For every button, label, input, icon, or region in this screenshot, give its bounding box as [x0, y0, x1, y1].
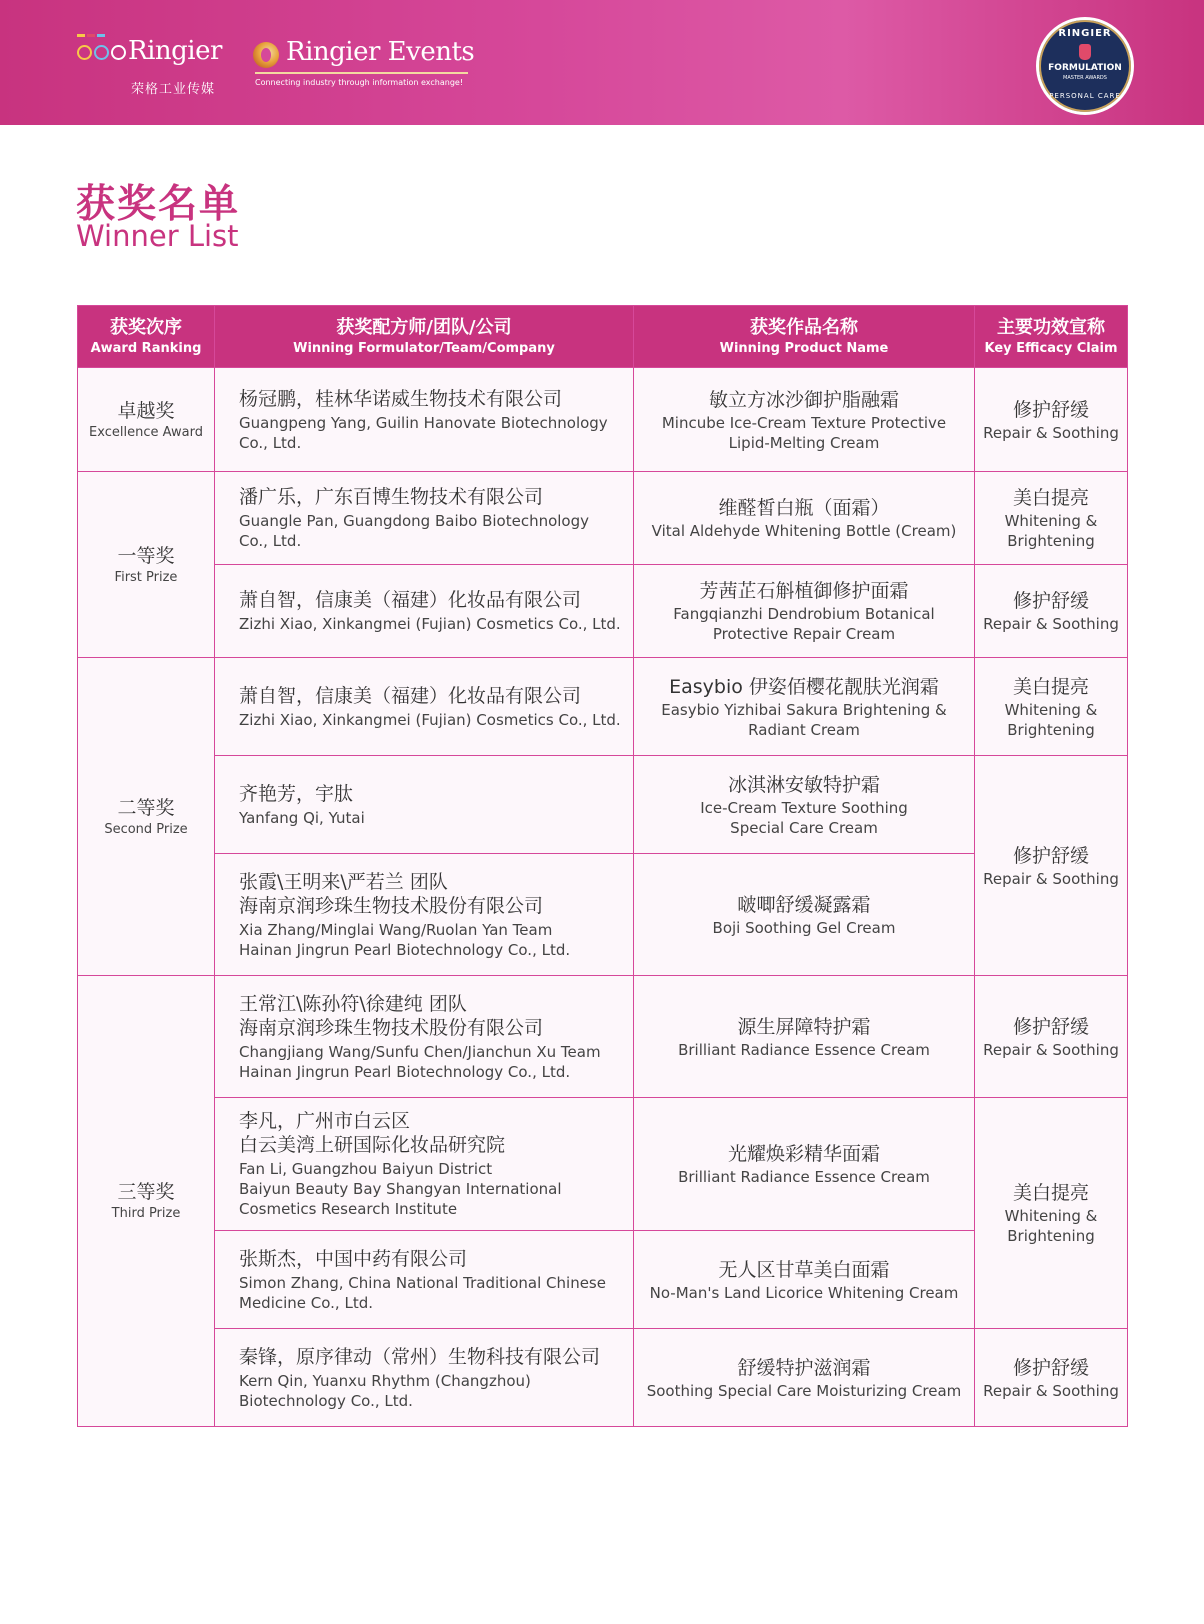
table-row [78, 1098, 1128, 1231]
winner-cell: 张斯杰，中国中药有限公司 Simon Zhang, China National Traditional Chinese Medicine Co., Ltd. [215, 1231, 634, 1329]
winner-cell: 萧自智，信康美（福建）化妆品有限公司 Zizhi Xiao, Xinkangmei (Fujian) Cosmetics Co., Ltd. [215, 565, 634, 658]
ringier-events-underline [255, 72, 468, 74]
product-cell: 敏立方冰沙御护脂融霜 Mincube Ice-Cream Texture Protective Lipid-Melting Cream [634, 368, 975, 472]
ringier-cn-name: 荣格工业传媒 [131, 82, 216, 97]
winner-cell: 杨冠鹏，桂林华诺威生物技术有限公司 Guangpeng Yang, Guilin Hanovate Biotechnology Co., Ltd. [215, 368, 634, 472]
bottle-icon [1079, 44, 1091, 60]
table-header-row [78, 306, 1128, 368]
ringier-color-bar [77, 34, 107, 37]
efficacy-cell: 修护舒缓 Repair & Soothing [975, 756, 1128, 976]
rank-first-prize: 一等奖 First Prize [78, 472, 215, 658]
product-cell: 啵唧舒缓凝露霜 Boji Soothing Gel Cream [634, 854, 975, 976]
winner-cell: 张霞\王明来\严若兰 团队 海南京润珍珠生物技术股份有限公司 Xia Zhang/Minglai Wang/Ruolan Yan Team Hainan Jingrun Pearl Biotechnology Co., Ltd. [215, 854, 634, 976]
table-row [78, 565, 1128, 658]
ringier-events-mark-icon [253, 42, 279, 68]
efficacy-cell: 修护舒缓 Repair & Soothing [975, 1329, 1128, 1427]
rank-second-prize: 二等奖 Second Prize [78, 658, 215, 976]
table-row [78, 854, 1128, 976]
winner-cell: 秦锋，原序律动（常州）生物科技有限公司 Kern Qin, Yuanxu Rhythm (Changzhou) Biotechnology Co., Ltd. [215, 1329, 634, 1427]
formulation-awards-badge [1036, 17, 1134, 115]
product-cell: 光耀焕彩精华面霜 Brilliant Radiance Essence Cream [634, 1098, 975, 1231]
product-cell: 无人区甘草美白面霜 No-Man's Land Licorice Whitening Cream [634, 1231, 975, 1329]
header-efficacy: 主要功效宣称 Key Efficacy Claim [975, 306, 1128, 368]
product-cell: 冰淇淋安敏特护霜 Ice-Cream Texture Soothing Special Care Cream [634, 756, 975, 854]
table-row [78, 756, 1128, 854]
header-winner: 获奖配方师/团队/公司 Winning Formulator/Team/Company [215, 306, 634, 368]
badge-main-text: FORMULATION [1048, 63, 1122, 73]
winner-table [77, 305, 1128, 1427]
efficacy-cell: 美白提亮 Whitening & Brightening [975, 658, 1128, 756]
winner-cell: 李凡，广州市白云区 白云美湾上研国际化妆品研究院 Fan Li, Guangzhou Baiyun District Baiyun Beauty Bay Shangyan International Cosmetics Research Institute [215, 1098, 634, 1231]
product-cell: 维醛皙白瓶（面霜） Vital Aldehyde Whitening Bottle (Cream) [634, 472, 975, 565]
winner-cell: 萧自智，信康美（福建）化妆品有限公司 Zizhi Xiao, Xinkangmei (Fujian) Cosmetics Co., Ltd. [215, 658, 634, 756]
product-cell: 源生屏障特护霜 Brilliant Radiance Essence Cream [634, 976, 975, 1098]
product-cell: Easybio 伊姿佰樱花靓肤光润霜 Easybio Yizhibai Sakura Brightening & Radiant Cream [634, 658, 975, 756]
product-cell: 舒缓特护滋润霜 Soothing Special Care Moisturizing Cream [634, 1329, 975, 1427]
rank-excellence: 卓越奖 Excellence Award [78, 368, 215, 472]
ringier-name: Ringier [128, 36, 222, 66]
table-row [78, 1329, 1128, 1427]
badge-bottom-text: PERSONAL CARE [1049, 92, 1121, 100]
table-row [78, 368, 1128, 472]
header-product: 获奖作品名称 Winning Product Name [634, 306, 975, 368]
page-title-en: Winner List [76, 219, 239, 253]
badge-top-text: RINGIER [1058, 28, 1112, 39]
table-row [78, 1231, 1128, 1329]
efficacy-cell: 美白提亮 Whitening & Brightening [975, 1098, 1128, 1329]
product-cell: 芳茜芷石斛植御修护面霜 Fangqianzhi Dendrobium Botanical Protective Repair Cream [634, 565, 975, 658]
efficacy-cell: 修护舒缓 Repair & Soothing [975, 976, 1128, 1098]
ringier-rings-icon [77, 45, 128, 60]
ringier-events-tagline: Connecting industry through information exchange! [255, 78, 464, 87]
table-row [78, 658, 1128, 756]
header-banner [0, 0, 1204, 125]
efficacy-cell: 美白提亮 Whitening & Brightening [975, 472, 1128, 565]
ringier-events-logo [253, 36, 473, 96]
header-award-ranking: 获奖次序 Award Ranking [78, 306, 215, 368]
page-title-cn: 获奖名单 [76, 182, 241, 227]
ringier-events-name: Ringier Events [286, 37, 475, 67]
rank-third-prize: 三等奖 Third Prize [78, 976, 215, 1427]
table-row [78, 472, 1128, 565]
efficacy-cell: 修护舒缓 Repair & Soothing [975, 565, 1128, 658]
winner-cell: 潘广乐，广东百博生物技术有限公司 Guangle Pan, Guangdong Baibo Biotechnology Co., Ltd. [215, 472, 634, 565]
badge-sub-text: MASTER AWARDS [1063, 75, 1107, 81]
winner-cell: 齐艳芳，宇肽 Yanfang Qi, Yutai [215, 756, 634, 854]
ringier-logo [77, 34, 227, 104]
winner-cell: 王常江\陈孙符\徐建纯 团队 海南京润珍珠生物技术股份有限公司 Changjiang Wang/Sunfu Chen/Jianchun Xu Team Hainan Jingrun Pearl Biotechnology Co., Ltd. [215, 976, 634, 1098]
efficacy-cell: 修护舒缓 Repair & Soothing [975, 368, 1128, 472]
table-row [78, 976, 1128, 1098]
